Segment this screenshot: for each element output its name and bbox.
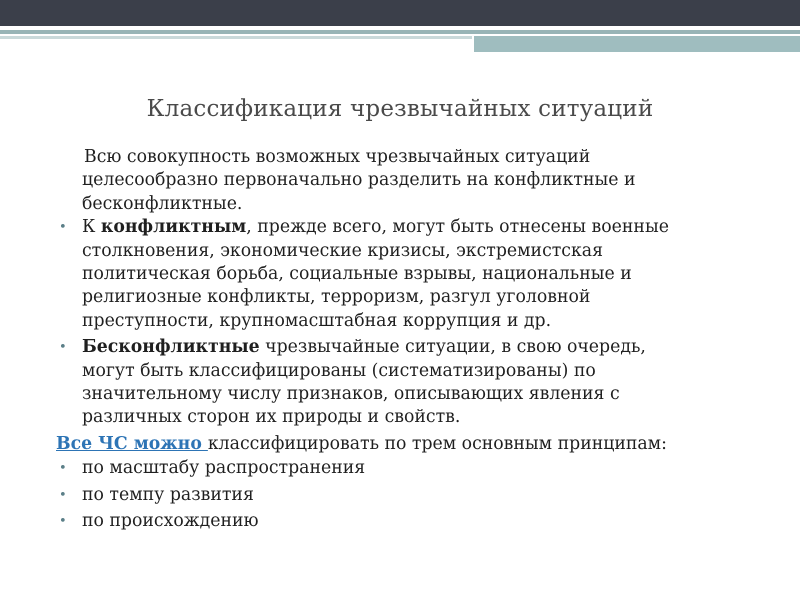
bullet-bold-term: конфликтным	[100, 217, 247, 238]
principles-intro	[56, 433, 756, 456]
bullet-icon: •	[59, 487, 67, 503]
principles-link[interactable]: Все ЧС можно	[56, 433, 208, 454]
teal-thin-band	[0, 36, 472, 39]
top-accent-line	[0, 30, 800, 34]
slide-content	[56, 146, 756, 534]
bullet-bold-term: Бесконфликтные	[82, 337, 260, 358]
intro-line: целесообразно первоначально разделить на конфликтные и	[82, 170, 636, 191]
bullet-line: чрезвычайные ситуации, в свою очередь,	[259, 337, 646, 358]
bullet-line: различных сторон их природы и свойств.	[82, 407, 461, 428]
intro-line: бесконфликтные.	[82, 193, 243, 214]
bullet-line: , прежде всего, могут быть отнесены военные	[246, 217, 669, 238]
bullet-line: политическая борьба, социальные взрывы, национальные и	[82, 264, 632, 285]
bullet-item-conflict	[56, 216, 756, 333]
slide-title: Классификация чрезвычайных ситуаций	[146, 96, 654, 122]
teal-accent-band	[474, 36, 800, 52]
principles-text: классифицировать по трем основным принципам:	[207, 433, 667, 454]
bullet-line: значительному числу признаков, описывающих явления с	[82, 384, 620, 405]
bullet-icon: •	[59, 220, 67, 236]
principle-item	[56, 484, 756, 507]
principle-item	[56, 510, 756, 533]
bullet-icon: •	[59, 514, 67, 530]
bullet-line: столкновения, экономические кризисы, экстремистская	[82, 240, 603, 261]
bullet-line: религиозные конфликты, терроризм, разгул уголовной	[82, 287, 591, 308]
bullet-prefix: К	[82, 217, 101, 238]
bullet-text	[82, 216, 756, 333]
bullet-icon: •	[59, 340, 67, 356]
bullet-item-nonconflict	[56, 336, 756, 430]
intro-line: Всю совокупность возможных чрезвычайных ситуаций	[84, 147, 591, 167]
principle-text: по масштабу распространения	[82, 458, 366, 479]
principle-text: по происхождению	[82, 511, 259, 532]
bullet-icon: •	[59, 461, 67, 477]
top-decorative-bar-right	[778, 0, 800, 26]
principle-item	[56, 457, 756, 480]
intro-paragraph	[56, 146, 756, 216]
bullet-line: преступности, крупномасштабная коррупция и др.	[82, 310, 552, 331]
bullet-text	[82, 336, 756, 430]
principle-text: по темпу развития	[82, 484, 254, 505]
bullet-line: могут быть классифицированы (систематизированы) по	[82, 360, 596, 381]
top-decorative-bar	[0, 0, 778, 26]
